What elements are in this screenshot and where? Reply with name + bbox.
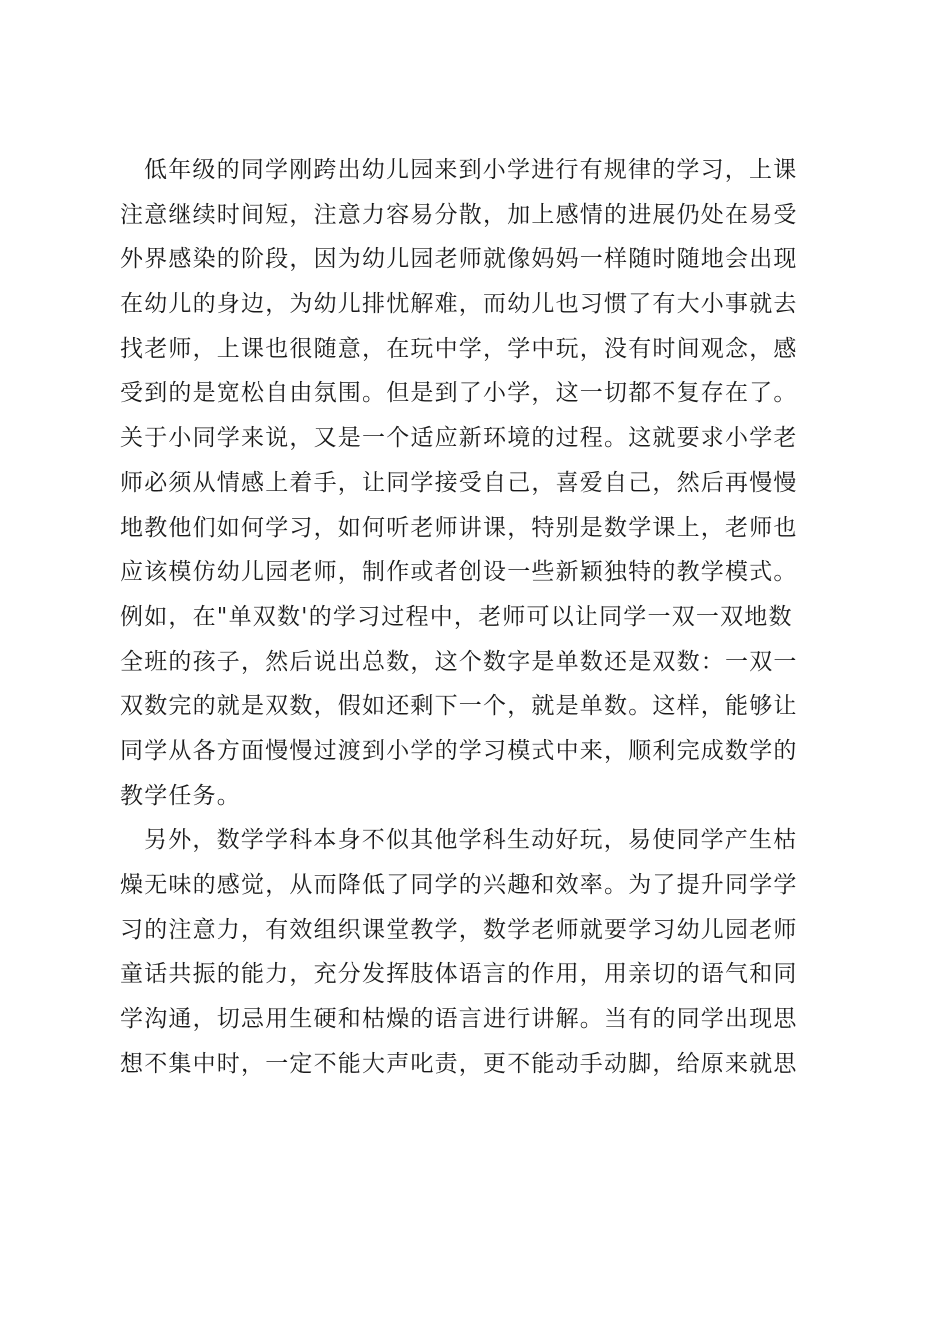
text-line: 在幼儿的身边，为幼儿排忧解难，而幼儿也习惯了有大小事就去 <box>120 291 798 318</box>
text-line: 燥无味的感觉，从而降低了同学的兴趣和效率。为了提升同学学 <box>120 872 798 898</box>
text-line: 师必须从情感上着手，让同学接受自己，喜爱自己，然后再慢慢 <box>120 469 798 496</box>
text-line: 童话共振的能力，充分发挥肢体语言的作用，用亲切的语气和同 <box>120 961 798 988</box>
text-line: 学沟通，切忌用生硬和枯燥的语言进行讲解。当有的同学出现思 <box>120 1006 798 1033</box>
text-line: 教学任务。 <box>120 782 241 809</box>
text-line: 找老师，上课也很随意，在玩中学，学中玩，没有时间观念，感 <box>120 335 798 362</box>
text-line: 全班的孩子，然后说出总数，这个数字是单数还是双数：一双一 <box>120 648 798 675</box>
text-line: 关于小同学来说，又是一个适应新环境的过程。这就要求小学老 <box>120 425 798 452</box>
body-text <box>120 148 832 1086</box>
text-line: 外界感染的阶段，因为幼儿园老师就像妈妈一样随时随地会出现 <box>120 246 798 273</box>
text-line: 同学从各方面慢慢过渡到小学的学习模式中来，顺利完成数学的 <box>120 737 798 764</box>
text-line: 双数完的就是双数，假如还剩下一个，就是单数。这样，能够让 <box>120 693 798 720</box>
text-line: 地教他们如何学习，如何听老师讲课，特别是数学课上，老师也 <box>120 514 798 541</box>
text-line: 例如，在"单双数'的学习过程中，老师可以让同学一双一双地数 <box>120 603 793 630</box>
text-line: 受到的是宽松自由氛围。但是到了小学，这一切都不复存在了。 <box>120 380 798 407</box>
text-line: 习的注意力，有效组织课堂教学，数学老师就要学习幼儿园老师 <box>120 916 798 943</box>
text-line: 低年级的同学刚跨出幼儿园来到小学进行有规律的学习，上课 <box>144 157 798 183</box>
text-line: 注意继续时间短，注意力容易分散，加上感情的进展仍处在易受 <box>120 201 798 228</box>
text-line: 另外，数学学科本身不似其他学科生动好玩，易使同学产生枯 <box>144 827 798 854</box>
text-line: 想不集中时，一定不能大声叱责，更不能动手动脚，给原来就思 <box>120 1050 798 1077</box>
text-line: 应该模仿幼儿园老师，制作或者创设一些新颖独特的教学模式。 <box>120 559 798 586</box>
